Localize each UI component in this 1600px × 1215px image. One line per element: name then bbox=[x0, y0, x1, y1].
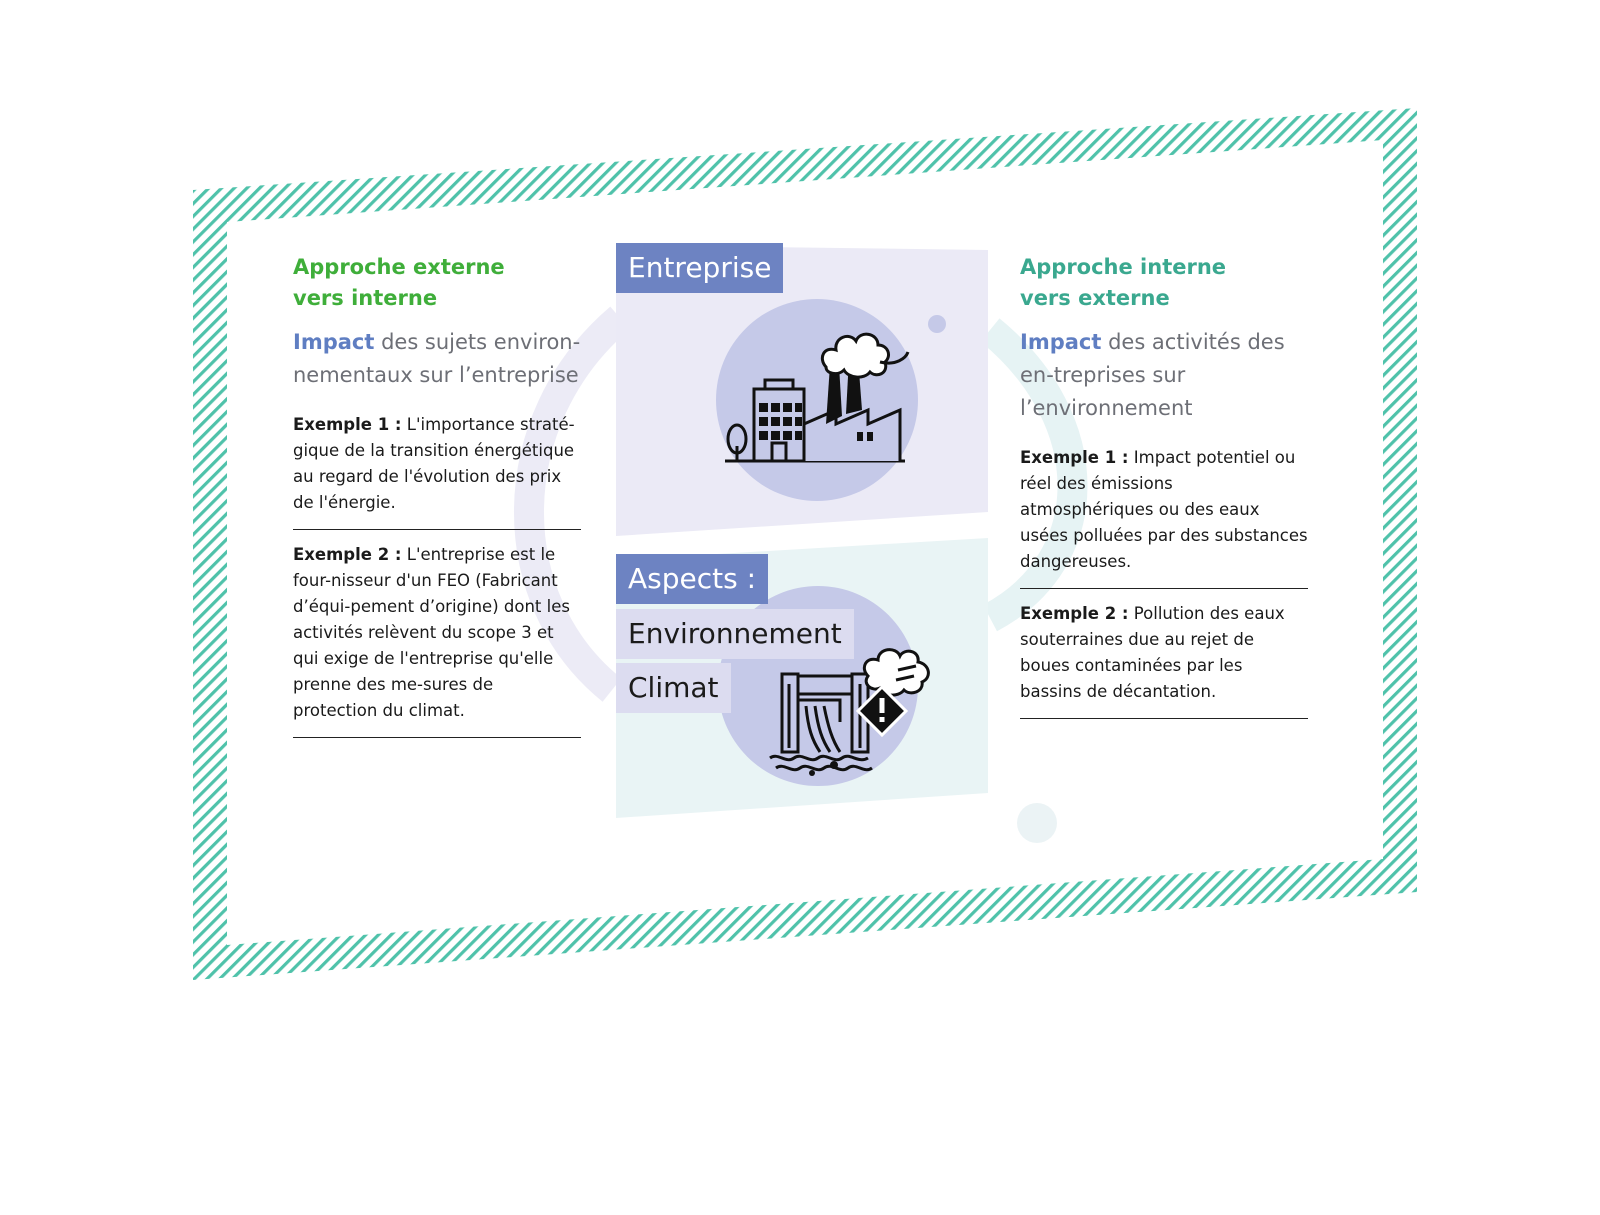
left-example-1-text: L'importance straté-gique de la transition énergétique au regard de l'évolution des prix de l'énergie. bbox=[293, 415, 575, 512]
left-example-2-label: Exemple 2 : bbox=[293, 545, 402, 564]
right-example-2-label: Exemple 2 : bbox=[1020, 604, 1129, 623]
right-heading-line-2: vers externe bbox=[1020, 286, 1170, 310]
left-example-2 bbox=[293, 542, 581, 738]
left-column bbox=[293, 252, 581, 750]
dot-decoration bbox=[928, 315, 946, 333]
right-example-2 bbox=[1020, 601, 1308, 719]
label-environnement: Environnement bbox=[616, 609, 854, 659]
left-heading-line-1: Approche externe bbox=[293, 255, 505, 279]
left-heading bbox=[293, 252, 581, 314]
right-example-1-text: Impact potentiel ou réel des émissions atmosphériques ou des eaux usées polluées par des substances dangereuses. bbox=[1020, 448, 1308, 571]
label-climat: Climat bbox=[616, 663, 731, 713]
right-example-1-label: Exemple 1 : bbox=[1020, 448, 1129, 467]
left-example-1 bbox=[293, 412, 581, 530]
left-impact-text bbox=[293, 326, 581, 392]
left-impact-rest: des sujets environ-nementaux sur l’entreprise bbox=[293, 330, 581, 387]
left-example-2-text: L'entreprise est le four-nisseur d'un FEO (Fabricant d’équi-pement d’origine) dont les activités relèvent du scope 3 et qui exige de l'entreprise qu'elle prenne des me-sures de protection du climat. bbox=[293, 545, 570, 720]
left-example-1-label: Exemple 1 : bbox=[293, 415, 402, 434]
label-aspects: Aspects : bbox=[616, 554, 768, 604]
label-entreprise: Entreprise bbox=[616, 243, 783, 293]
dot-decoration bbox=[1017, 803, 1057, 843]
right-impact-rest: des activités des en-treprises sur l’environnement bbox=[1020, 330, 1285, 420]
right-heading-line-1: Approche interne bbox=[1020, 255, 1227, 279]
right-column bbox=[1020, 252, 1308, 731]
right-impact-keyword: Impact bbox=[1020, 330, 1102, 354]
right-impact-text bbox=[1020, 326, 1308, 425]
right-heading bbox=[1020, 252, 1308, 314]
left-impact-keyword: Impact bbox=[293, 330, 375, 354]
right-example-1 bbox=[1020, 445, 1308, 589]
left-heading-line-2: vers interne bbox=[293, 286, 438, 310]
right-example-2-text: Pollution des eaux souterraines due au rejet de boues contaminées par les bassins de décantation. bbox=[1020, 604, 1285, 701]
